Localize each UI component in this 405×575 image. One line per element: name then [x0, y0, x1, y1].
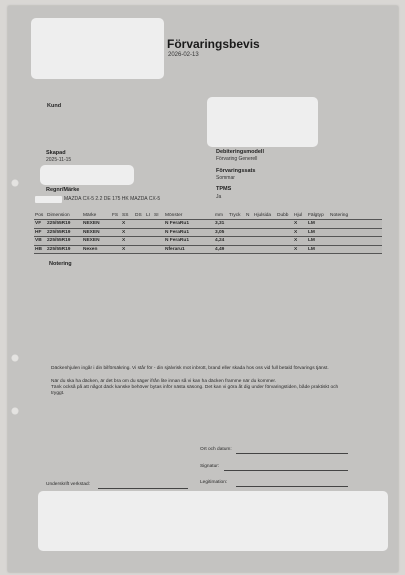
redacted-customer-id — [40, 165, 134, 185]
tpms-value: Ja — [216, 194, 222, 200]
cell-li — [145, 220, 153, 229]
insurance-text: Däckenhjulen ingår i din bilförsäkring. Vi står för - din självrisk mot inbrott, brand eller skada hos oss vid full betald förvarings tjänst. — [51, 366, 329, 371]
cell-ss: X — [121, 220, 134, 229]
cell-pos: VB — [34, 237, 46, 246]
redacted-customer-address — [207, 97, 318, 147]
signatur-line — [224, 470, 348, 471]
forvaringssats-label: Förvaringssats — [216, 168, 256, 174]
redacted-footer — [38, 491, 388, 551]
cell-notering — [329, 220, 382, 229]
cell-falgtyp: LM — [307, 220, 329, 229]
signatur-label: Signatur: — [200, 464, 220, 469]
cell-fs — [111, 220, 121, 229]
col-notering: Notering — [330, 213, 349, 218]
cell-ds — [134, 228, 145, 237]
regnr-label: Regnr/Märke — [46, 187, 80, 193]
cell-brand: NEXEN — [82, 228, 111, 237]
cell-pattern: N FeraRu1 — [164, 228, 214, 237]
cell-brand: NEXEN — [82, 220, 111, 229]
cell-li — [145, 245, 153, 254]
col-fs: FS — [112, 213, 119, 218]
punch-hole — [11, 179, 19, 187]
cell-si — [153, 228, 164, 237]
legitimation-line — [236, 486, 348, 487]
skapad-label: Skapad — [46, 150, 66, 156]
tpms-label: TPMS — [216, 186, 232, 192]
table-row — [34, 237, 382, 246]
redacted-regnr — [35, 196, 62, 203]
table-row — [34, 245, 382, 254]
cell-ss: X — [121, 245, 134, 254]
cell-hjulsida — [253, 245, 276, 254]
col-falgtyp: Fälgtyp — [308, 213, 324, 218]
underskrift-line — [98, 488, 188, 489]
col-hjulsida: Hjulsida — [254, 213, 272, 218]
redacted-logo — [31, 18, 164, 79]
col-marke: Märke — [83, 213, 97, 218]
season-text: Tänk också på att något däck kanske behöver bytas inför nästa säsong. Det kan vi göra åt dig under förvaringstiden, både praktiskt och tryggt. — [51, 385, 339, 396]
cell-dubb — [276, 220, 293, 229]
cell-si — [153, 237, 164, 246]
cell-dimension: 225/55R19 — [46, 237, 82, 246]
cell-notering — [329, 245, 382, 254]
cell-pattern: N FeraRu1 — [164, 237, 214, 246]
punch-hole — [11, 407, 19, 415]
cell-falgtyp: LM — [307, 228, 329, 237]
document-title: Förvaringsbevis — [167, 37, 260, 51]
col-li: LI — [146, 213, 151, 218]
forvaringssats-value: Sommar — [216, 175, 235, 181]
cell-hjulsida — [253, 237, 276, 246]
cell-dimension: 225/55R19 — [46, 245, 82, 254]
cell-tryck — [228, 220, 245, 229]
cell-tryck — [228, 228, 245, 237]
cell-si — [153, 245, 164, 254]
cell-hjul: X — [293, 228, 307, 237]
regnr-value: MAZDA CX-5 2.2 DE 175 HK MAZDA CX-5 — [64, 196, 161, 202]
cell-brand: Nexen — [82, 245, 111, 254]
cell-n — [245, 245, 253, 254]
cell-falgtyp: LM — [307, 237, 329, 246]
cell-pos: VF — [34, 220, 46, 229]
cell-notering — [329, 237, 382, 246]
cell-dubb — [276, 237, 293, 246]
cell-fs — [111, 237, 121, 246]
cell-hjul: X — [293, 220, 307, 229]
cell-falgtyp: LM — [307, 245, 329, 254]
col-pos: Pos — [35, 213, 44, 218]
cell-n — [245, 237, 253, 246]
cell-ds — [134, 245, 145, 254]
cell-mm: 3,31 — [214, 220, 228, 229]
cell-n — [245, 220, 253, 229]
cell-pos: HF — [34, 228, 46, 237]
col-ds: DS — [135, 213, 142, 218]
punch-hole — [11, 354, 19, 362]
ort-datum-label: Ort och datum: — [200, 447, 232, 452]
cell-pos: HB — [34, 245, 46, 254]
cell-fs — [111, 228, 121, 237]
table-row — [34, 220, 382, 229]
cell-dubb — [276, 228, 293, 237]
cell-dimension: 225/55R19 — [46, 220, 82, 229]
col-monster: Mönster — [165, 213, 183, 218]
kund-label: Kund — [47, 103, 62, 109]
col-si: SI — [154, 213, 159, 218]
cell-dubb — [276, 245, 293, 254]
cell-tryck — [228, 237, 245, 246]
cell-ds — [134, 237, 145, 246]
col-dubb: Dubb — [277, 213, 289, 218]
col-ss: SS — [122, 213, 129, 218]
tire-table-header — [34, 212, 382, 220]
cell-brand: NEXEN — [82, 237, 111, 246]
cell-pattern: N FeraRu1 — [164, 220, 214, 229]
col-dimension: Dimension — [47, 213, 70, 218]
cell-fs — [111, 245, 121, 254]
document-page — [8, 6, 398, 572]
cell-notering — [329, 228, 382, 237]
cell-li — [145, 228, 153, 237]
cell-hjul: X — [293, 245, 307, 254]
cell-mm: 4,24 — [214, 237, 228, 246]
skapad-value: 2025-11-15 — [46, 157, 72, 163]
legitimation-label: Legitimation: — [200, 480, 228, 485]
cell-hjulsida — [253, 220, 276, 229]
cell-ss: X — [121, 237, 134, 246]
cell-tryck — [228, 245, 245, 254]
cell-hjulsida — [253, 228, 276, 237]
notering-label: Notering — [49, 261, 72, 267]
ort-datum-line — [236, 453, 348, 454]
document-date: 2026-02-13 — [168, 52, 199, 58]
pickup-text: När du ska ha däcken, är det bra om du säger ifrån lite innan så vi kan ha däcken framme när du kommer. — [51, 379, 277, 384]
debitering-label: Debiteringsmodell — [216, 149, 264, 155]
underskrift-label: Underskrift verkstad: — [46, 482, 90, 487]
cell-ds — [134, 220, 145, 229]
col-tryck: Tryck — [229, 213, 241, 218]
tire-table — [34, 212, 382, 254]
debitering-value: Förvaring Generell — [216, 156, 258, 162]
col-hjul: Hjul — [294, 213, 303, 218]
cell-dimension: 225/55R19 — [46, 228, 82, 237]
cell-n — [245, 228, 253, 237]
table-row — [34, 228, 382, 237]
cell-hjul: X — [293, 237, 307, 246]
cell-pattern: Nferaru1 — [164, 245, 214, 254]
cell-mm: 3,05 — [214, 228, 228, 237]
cell-mm: 4,49 — [214, 245, 228, 254]
col-n: N — [246, 213, 250, 218]
cell-li — [145, 237, 153, 246]
cell-si — [153, 220, 164, 229]
cell-ss: X — [121, 228, 134, 237]
col-mm: mm — [215, 213, 223, 218]
